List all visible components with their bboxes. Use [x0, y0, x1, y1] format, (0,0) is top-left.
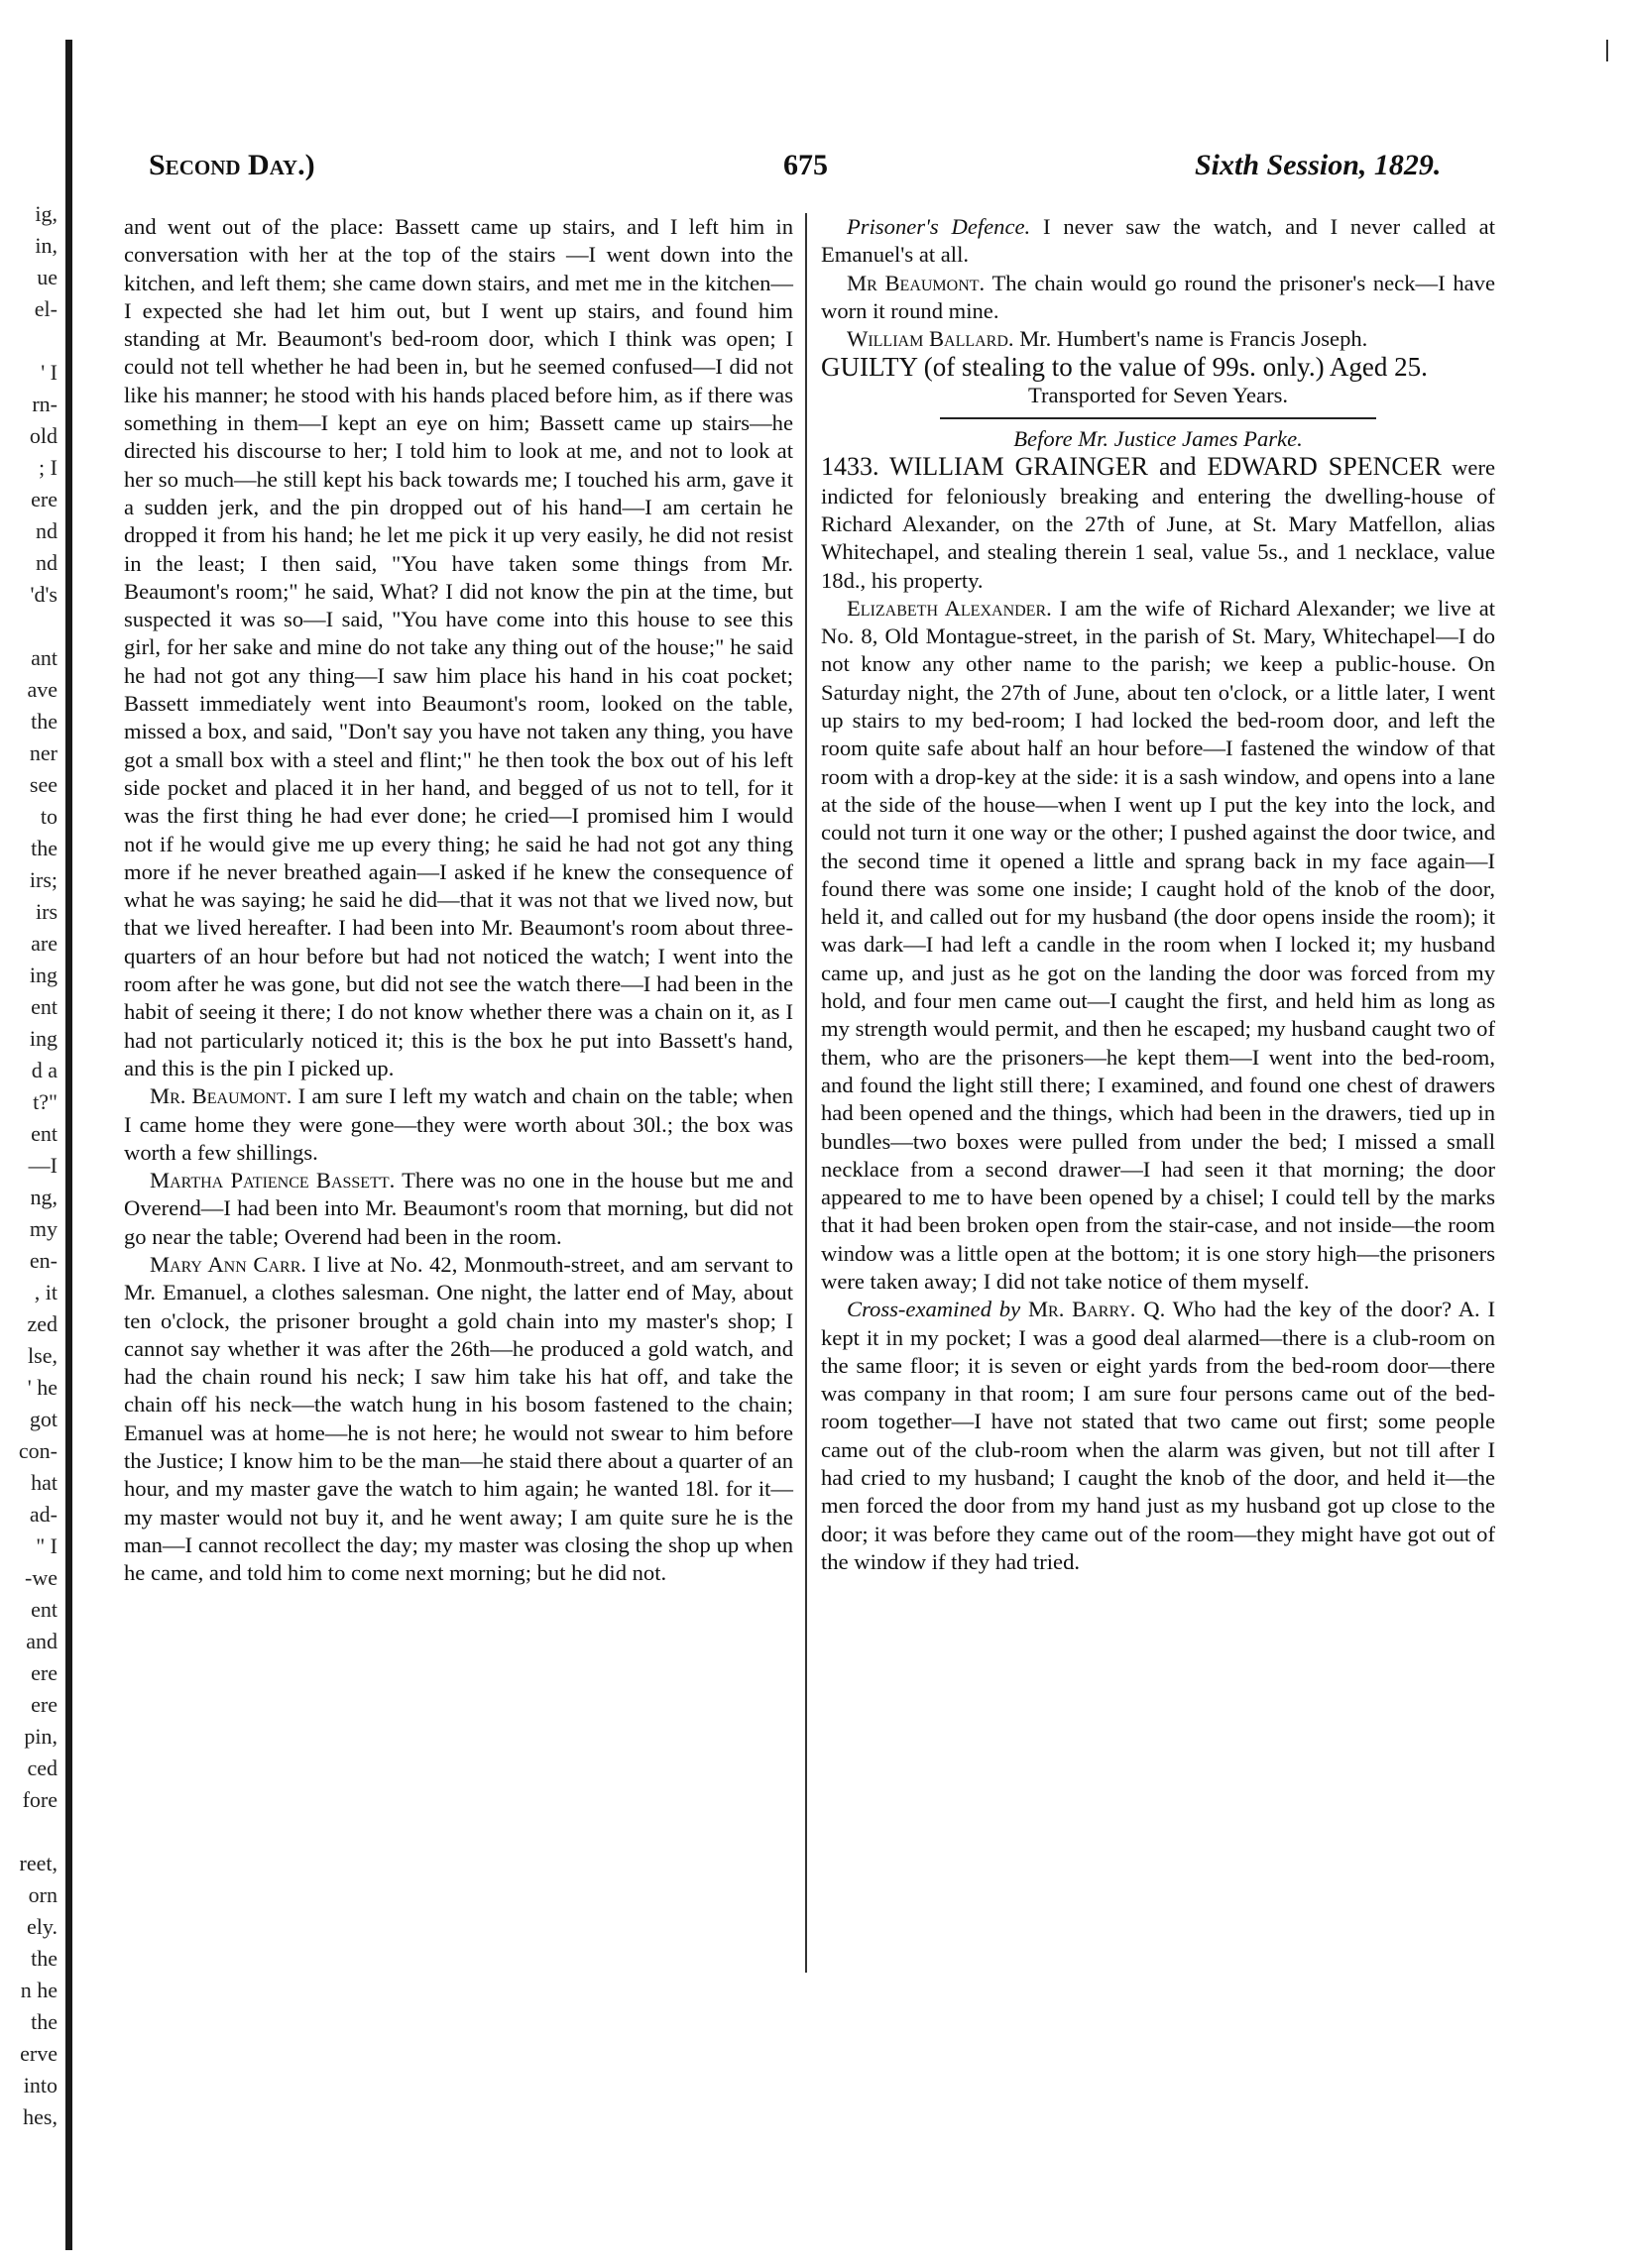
witness-name: Mr. Beaumont.	[150, 1083, 292, 1109]
witness-name: William Ballard.	[847, 326, 1014, 352]
counsel-name: Mr. Barry.	[1020, 1297, 1136, 1322]
cross-label: Cross-examined by	[847, 1297, 1021, 1322]
testimony-paragraph: and went out of the place: Bassett came up stairs, and I left him in conversation with her at the top of the stairs —I went down into the kitchen, and left them; she came down stairs, and met me in the kitchen—I expected she had let him out, but I went up stairs, and found him standing at Mr. Beaumont's bed-room door, which I think was open; I could not tell whether he had been in, but he seemed confused—I did not like his manner; he stood with his hands placed before him, as if there was something in them—I kept an eye on him; Bassett came up stairs—he directed his discourse to her; I told him to look at me, and not to look at her so much—he still kept his back towards me; I touched his arm, gave it a sudden jerk, and the pin dropped out of his hand—I am certain he dropped it from his hand; he let me pick it up very easily, he did not resist in the least; I then said, "You have taken some things from Mr. Beaumont's room;" he said, What? I did not know the pin at the time, but suspected it was so—I said, "You have come into this house to see this girl, for her sake and mine do not take any thing out of the house;" he said he had not got any thing—I saw him place his hand in his coat pocket; Bassett immediately went into Beaumont's room, looked on the table, missed a box, and said, "Don't say you have not taken any thing, you have got a small box with a steel and flint;" he then took the box out of his left side pocket and placed it in her hand, and begged of us not to tell, for it was the first thing he had ever done; he cried—I promised him I would not if he would give me up every thing; he said he had not got any thing more if he never breathed again—I asked if he knew the consequence of what he was saying; he said he did—that it was not that we lived now, but that we lived hereafter. I had been into Mr. Beaumont's room about three-quarters of an hour before but had not noticed the watch; I went into the room after he was gone, but did not see the watch there—I had been in the habit of seeing it there; I do not know whether there was a chain on it, as I had not particularly noticed it; this is the box he put into Bassett's hand, and this is the pin I picked up.	[124, 214, 793, 1080]
case-paragraph: 1433. WILLIAM GRAINGER and EDWARD SPENCER were indicted for feloniously breaking and entering the dwelling-house of Richard Alexander, on the 27th of June, at St. Mary Matfellon, alias Whitechapel, and stealing therein 1 seal, value 5s., and 1 necklace, value 18d., his property.	[821, 452, 1495, 593]
witness-name: Mary Ann Carr.	[150, 1251, 307, 1277]
witness-name: Mr Beaumont.	[847, 270, 986, 295]
page-number: 675	[783, 149, 828, 181]
witness-name: Elizabeth Alexander.	[847, 595, 1052, 621]
sentence: Transported for Seven Years.	[1027, 382, 1289, 407]
testimony-paragraph: Mary Ann Carr. I live at No. 42, Monmouth-street, and am servant to Mr. Emanuel, a clothes salesman. One night, the latter end of May, about ten o'clock, the prisoner brought a gold chain into my master's shop; I cannot say whether it was after the 26th—he produced a gold watch, and had the chain round his neck; I saw him take his hat off, and take the chain off his neck—the watch hung in his bosom fastened to the chain; Emanuel was at home—he is not here; he would not swear to him before the Justice; I know him to be the man—he staid there about a quarter of an hour, and my master gave the watch to him again; he wanted 18l. for it—my master would not buy it, and he went away; I am quite sure he is the man—I cannot recollect the day; my master was closing the shop up when he came, and told him to come next morning; but he did not.	[124, 1251, 793, 1586]
scan-mark	[1606, 40, 1608, 61]
testimony-paragraph: Mr. Beaumont. I am sure I left my watch and chain on the table; when I came home they were gone—they were worth about 30l.; the box was worth a few shillings.	[124, 1083, 793, 1165]
header-session: Sixth Session, 1829.	[1195, 149, 1442, 181]
left-column	[124, 213, 793, 1588]
header-day: Second Day.)	[149, 149, 315, 181]
defence-label: Prisoner's Defence.	[847, 214, 1031, 239]
testimony-paragraph: William Ballard. Mr. Humbert's name is Francis Joseph.	[847, 326, 1368, 352]
testimony-paragraph: Mr Beaumont. The chain would go round the prisoner's neck—I have worn it round mine.	[821, 270, 1495, 323]
section-rule	[940, 417, 1376, 419]
cross-examination-paragraph: Cross-examined by Mr. Barry. Q. Who had the key of the door? A. I kept it in my pocket; I was a good deal alarmed—there is a club-room on the same floor; it is seven or eight yards from the bed-room door—there was company in that room; I am sure four persons came out of the bed-room together—I have not stated that two came out first; some people came out of the club-room when the alarm was given, but not till after I had cried to my husband; I caught the knob of the door, and held it—the men forced the door from my hand just as my husband got up close to the door; it was before they came out of the room—they might have got out of the window if they had tried.	[821, 1297, 1495, 1574]
defendant-names: WILLIAM GRAINGER and EDWARD SPENCER	[878, 452, 1442, 482]
testimony-paragraph: Elizabeth Alexander. I am the wife of Richard Alexander; we live at No. 8, Old Montague-street, in the parish of St. Mary, Whitechapel—I do not know any other name to the parish; we keep a public-house. On Saturday night, the 27th of June, about ten o'clock, or a little later, I went up stairs to my bed-room; I had locked the bed-room door, and left the room quite safe about half an hour before—I fastened the window of that room with a drop-key at the side: it is a sash window, and opens into a lane at the side of the house—when I went up I put the key into the lock, and could not turn it one way or the other; I pushed against the door twice, and the second time it opened a little and sprang back in my face again—I found there was some one inside; I caught hold of the knob of the door, held it, and called out for my husband (the door opens inside the room); it was dark—I had left a candle in the room when I locked it; my husband came up, and just as he got on the landing the door was forced from my hold, and four men came out—I caught the first, and held him as long as my strength would permit, and then he escaped; my husband caught two of them, who are the prisoners—he kept them—I went into the bed-room, and found the light still there; I examined, and found one chest of drawers had been opened and the things, which had been in the drawers, tied up in bundles—two boxes were pulled from under the bed; I missed a small necklace from a second drawer—I had seen it that morning; the door appeared to me to have been opened by a chisel; I could tell by the marks that it had been broken open from the stair-case, and not inside—the room window was a little open at the bottom; it is one story high—the prisoners were taken away; I did not take notice of them myself.	[821, 595, 1495, 1294]
judge-heading: Before Mr. Justice James Parke.	[1013, 426, 1303, 452]
witness-name: Martha Patience Bassett.	[150, 1168, 396, 1193]
binding-edge	[65, 40, 72, 2250]
testimony-paragraph: Martha Patience Bassett. There was no one in the house but me and Overend—I had been into Mr. Beaumont's room that morning, but did not go near the table; Overend had been in the room.	[124, 1168, 793, 1249]
verdict: GUILTY (of stealing to the value of 99s. only.) Aged 25.	[821, 352, 1428, 383]
column-divider	[805, 213, 807, 1973]
case-number: 1433.	[821, 452, 879, 482]
defence-paragraph: Prisoner's Defence. I never saw the watch, and I never called at Emanuel's at all.	[821, 214, 1495, 268]
right-column	[821, 213, 1495, 1576]
bleed-through-margin-text: ig, in, ue el- ' I rn- old ; I ere nd nd 'd's ant ave the ner see to the irs; irs are ing ent ing d a t?" ent —I ng, my en- , it zed lse, ' he got con- hat ad- " I -we ent and ere ere pin, ced fore reet, orn ely. the n he the erve into hes,	[18, 201, 58, 2129]
